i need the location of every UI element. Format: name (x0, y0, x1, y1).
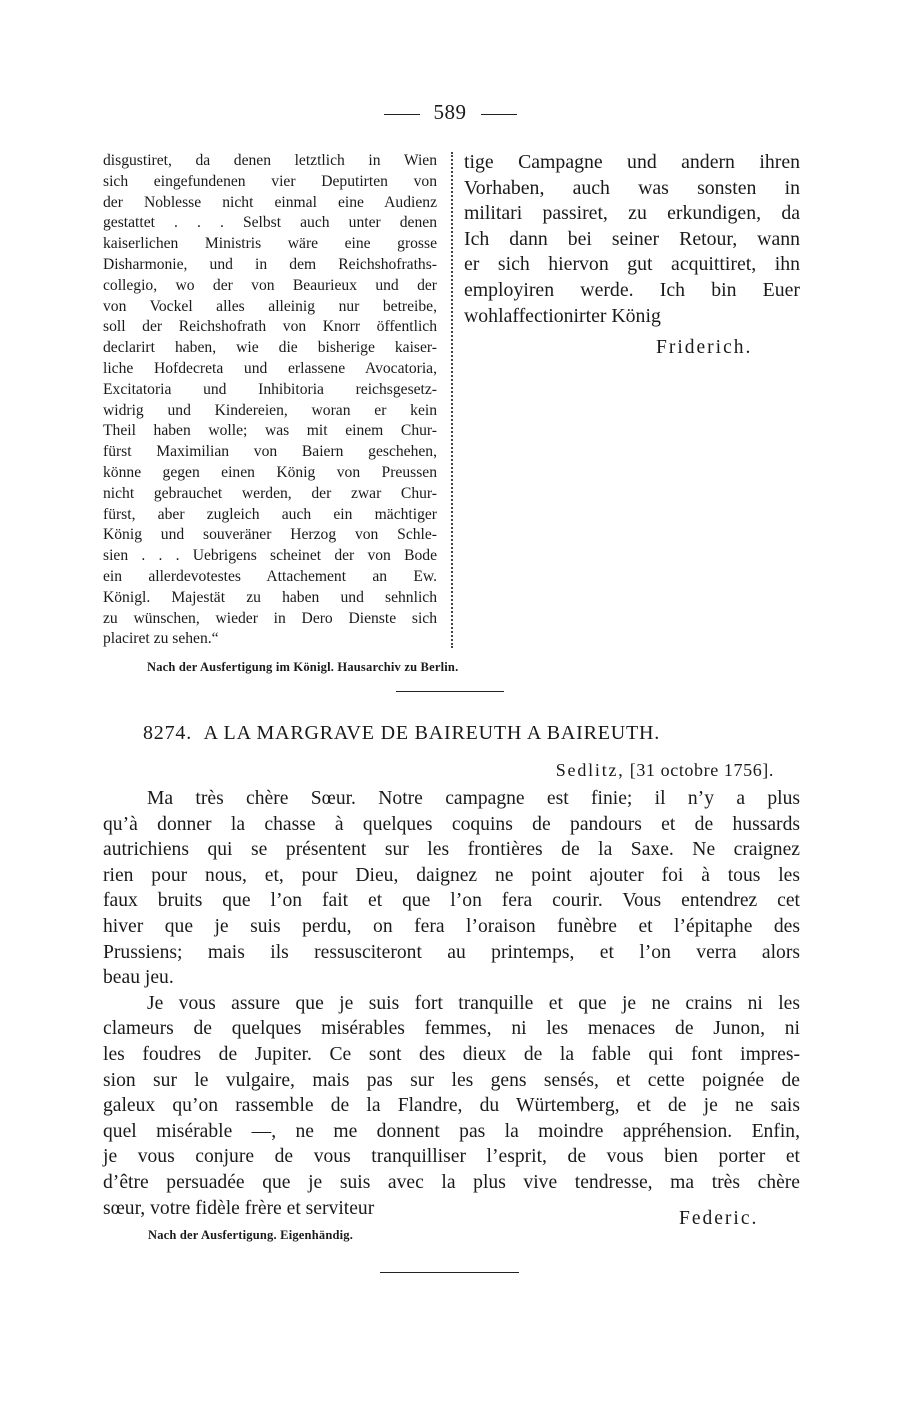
text-line: widrig und Kindereien, woran er kein (103, 401, 437, 419)
text-line: galeux qu’on rassemble de la Flandre, du Würtemberg, et de je ne sais (103, 1095, 800, 1117)
text-line: Je vous assure que je suis fort tranquille et que je ne crains ni les (147, 992, 800, 1014)
text-line: sion sur le vulgaire, mais pas sur les gens sensés, et cette poignée de (103, 1069, 800, 1091)
text-line: Prussiens; mais ils ressusciteront au printemps, et l’on verra alors (103, 941, 800, 963)
text-line: Theil haben wolle; was mit einem Chur- (103, 422, 437, 440)
text-line: gestattet . . . Selbst auch unter denen (103, 214, 437, 232)
text-line: collegio, wo der von Beaurieux und der (103, 276, 437, 294)
text-line: zu wünschen, wieder in Dero Dienste sich (103, 609, 437, 627)
text-line: clameurs de quelques misérables femmes, ni les menaces de Junon, ni (103, 1018, 800, 1040)
column-divider (451, 152, 453, 648)
source-note-1: Nach der Ausfertigung im Königl. Hausarchiv zu Berlin. (147, 660, 459, 674)
text-line: der Noblesse nicht einmal eine Audienz (103, 193, 437, 211)
page-header (0, 100, 900, 125)
letter-heading (143, 722, 660, 745)
page-number: 589 (433, 100, 467, 124)
text-line: fürst Maximilian von Baiern geschehen, (103, 443, 437, 461)
header-dash-right (481, 114, 517, 115)
text-line: sien . . . Uebrigens scheinet der von Bode (103, 547, 437, 565)
text-line: ein allerdevotestes Attachement an Ew. (103, 567, 437, 585)
text-line: je vous conjure de vous tranquilliser l’esprit, de vous bien porter et (103, 1146, 800, 1168)
text-line: declarirt haben, wie die bisherige kaiser- (103, 339, 437, 357)
text-line: placiret zu sehen.“ (103, 630, 219, 648)
letter-number: 8274. (143, 722, 192, 744)
text-line: sœur, votre fidèle frère et serviteur (103, 1197, 375, 1219)
text-line: kaiserlichen Ministris wäre eine grosse (103, 235, 437, 253)
text-line: nicht gebrauchet werden, der zwar Chur- (103, 484, 437, 502)
end-rule (380, 1272, 519, 1273)
source-note-2: Nach der Ausfertigung. Eigenhändig. (148, 1228, 354, 1242)
text-line: sich eingefundenen vier Deputirten von (103, 172, 437, 190)
text-line: faux bruits que l’on fait et que l’on fera courir. Vous entendrez cet (103, 890, 800, 912)
text-line: les foudres de Jupiter. Ce sont des dieux de la fable qui font impres- (103, 1043, 800, 1065)
right-column-signature: Friderich. (656, 337, 753, 358)
text-line: quel misérable —, ne me donnent pas la moindre appréhension. Enfin, (103, 1120, 800, 1142)
letter-dateline (556, 760, 774, 781)
text-line: autrichiens qui se présentent sur les frontières de la Saxe. Ne craignez (103, 839, 800, 861)
text-line: wohlaffectionirter König (464, 304, 661, 327)
letter-signature: Federic. (679, 1208, 759, 1229)
text-line: d’être persuadée que je suis avec la plus vive tendresse, ma très chère (103, 1171, 800, 1193)
text-line: hiver que je suis perdu, on fera l’oraison funèbre et l’épitaphe des (103, 915, 800, 937)
letter-date: [31 octobre 1756]. (629, 760, 774, 780)
letter-place: Sedlitz, (555, 760, 625, 780)
letter-body (103, 786, 800, 1221)
text-line: tige Campagne und andern ihren (464, 151, 800, 173)
text-line: fürst, aber zugleich auch ein mächtiger (103, 505, 437, 523)
text-line: militari passiret, zu erkundigen, da (464, 202, 800, 225)
right-column-text (464, 150, 800, 329)
text-line: Königl. Majestät zu haben und sehnlich (103, 588, 437, 606)
text-line: soll der Reichshofrath von Knorr öffentlich (103, 318, 437, 336)
letter-recipient: A LA MARGRAVE DE BAIREUTH A BAIREUTH. (203, 722, 661, 744)
text-line: Ich dann bei seiner Retour, wann (464, 227, 800, 250)
text-line: disgustiret, da denen letztlich in Wien (103, 152, 437, 169)
text-line: Vorhaben, auch was sonsten in (464, 176, 800, 199)
text-line: rien pour nous, et, pour Dieu, daignez ne point ajouter foi à tous les (103, 864, 800, 886)
text-line: von Vockel alles alleinig nur betreibe, (103, 297, 437, 315)
text-line: Ma très chère Sœur. Notre campagne est finie; il n’y a plus (147, 788, 800, 809)
section-rule (396, 691, 504, 692)
text-line: Excitatoria und Inhibitoria reichsgesetz- (103, 380, 437, 398)
text-line: beau jeu. (103, 967, 174, 989)
text-line: er sich hiervon gut acquittiret, ihn (464, 253, 800, 276)
text-line: liche Hofdecreta und erlassene Avocatoria, (103, 359, 437, 377)
header-dash-left (384, 114, 420, 115)
text-line: Disharmonie, und in dem Reichshofraths- (103, 255, 437, 273)
text-line: König und souveräner Herzog von Schle- (103, 526, 437, 544)
text-line: employiren werde. Ich bin Euer (464, 278, 800, 301)
text-line: qu’à donner la chasse à quelques coquins de pandours et de hussards (103, 813, 800, 835)
left-column-text (103, 151, 437, 650)
text-line: könne gegen einen König von Preussen (103, 463, 437, 481)
